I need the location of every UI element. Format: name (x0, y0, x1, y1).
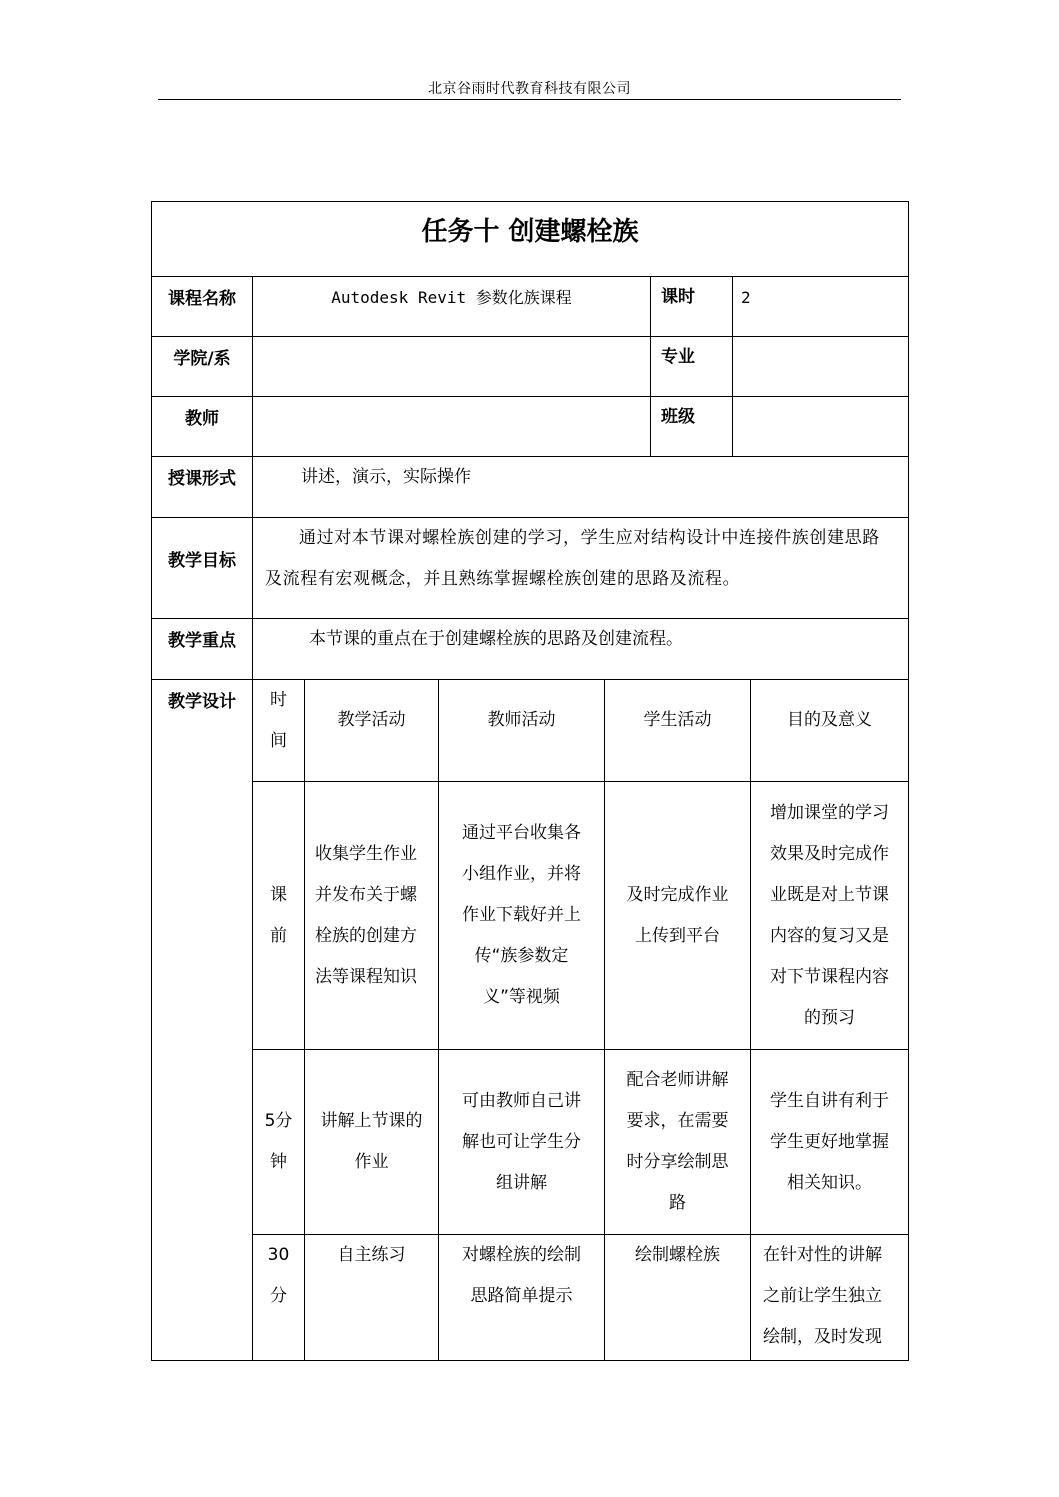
row3-activity: 自主练习 (304, 1234, 439, 1361)
document-title: 任务十 创建螺栓族 (151, 201, 909, 277)
value-teaching-goal: 通过对本节课对螺栓族创建的学习，学生应对结构设计中连接件族创建思路及流程有宏观概念，并且熟练掌握螺栓族创建的思路及流程。 (252, 517, 909, 619)
label-college: 学院/系 (151, 336, 253, 397)
value-course-name: Autodesk Revit 参数化族课程 (252, 276, 651, 337)
header-teaching-activity: 教学活动 (304, 679, 439, 782)
row3-purpose: 在针对性的讲解之前让学生独立绘制，及时发现 (750, 1234, 909, 1361)
label-course-name: 课程名称 (151, 276, 253, 337)
value-major (732, 336, 909, 397)
label-teaching-design: 教学设计 (151, 679, 253, 1361)
row1-activity: 收集学生作业并发布关于螺栓族的创建方法等课程知识 (304, 781, 439, 1050)
row3-time: 30分 (252, 1234, 305, 1361)
page-header-company: 北京谷雨时代教育科技有限公司 (428, 81, 631, 97)
row2-activity: 讲解上节课的作业 (304, 1049, 439, 1235)
value-class (732, 396, 909, 457)
label-teaching-form: 授课形式 (151, 456, 253, 518)
label-major: 专业 (650, 336, 733, 397)
row2-teacher: 可由教师自己讲解也可让学生分组讲解 (438, 1049, 605, 1235)
row2-purpose: 学生自讲有利于学生更好地掌握相关知识。 (750, 1049, 909, 1235)
row1-time: 课前 (252, 781, 305, 1050)
value-teacher (252, 396, 651, 457)
row3-teacher: 对螺栓族的绘制思路简单提示 (438, 1234, 605, 1361)
value-hours: 2 (732, 276, 909, 337)
row1-teacher: 通过平台收集各小组作业，并将作业下载好并上传“族参数定义”等视频 (438, 781, 605, 1050)
row1-student: 及时完成作业上传到平台 (604, 781, 751, 1050)
value-teaching-form: 讲述，演示，实际操作 (252, 456, 909, 518)
label-teacher: 教师 (151, 396, 253, 457)
header-time: 时间 (252, 679, 305, 782)
value-college (252, 336, 651, 397)
label-class: 班级 (650, 396, 733, 457)
header-divider (158, 99, 901, 100)
header-purpose: 目的及意义 (750, 679, 909, 782)
row2-time: 5分钟 (252, 1049, 305, 1235)
row3-student: 绘制螺栓族 (604, 1234, 751, 1361)
row1-purpose: 增加课堂的学习效果及时完成作业既是对上节课内容的复习又是对下节课程内容的预习 (750, 781, 909, 1050)
value-teaching-focus: 本节课的重点在于创建螺栓族的思路及创建流程。 (252, 618, 909, 680)
label-teaching-goal: 教学目标 (151, 517, 253, 619)
header-teacher-activity: 教师活动 (438, 679, 605, 782)
row2-student: 配合老师讲解要求，在需要时分享绘制思路 (604, 1049, 751, 1235)
label-teaching-focus: 教学重点 (151, 618, 253, 680)
label-hours: 课时 (650, 276, 733, 337)
header-student-activity: 学生活动 (604, 679, 751, 782)
